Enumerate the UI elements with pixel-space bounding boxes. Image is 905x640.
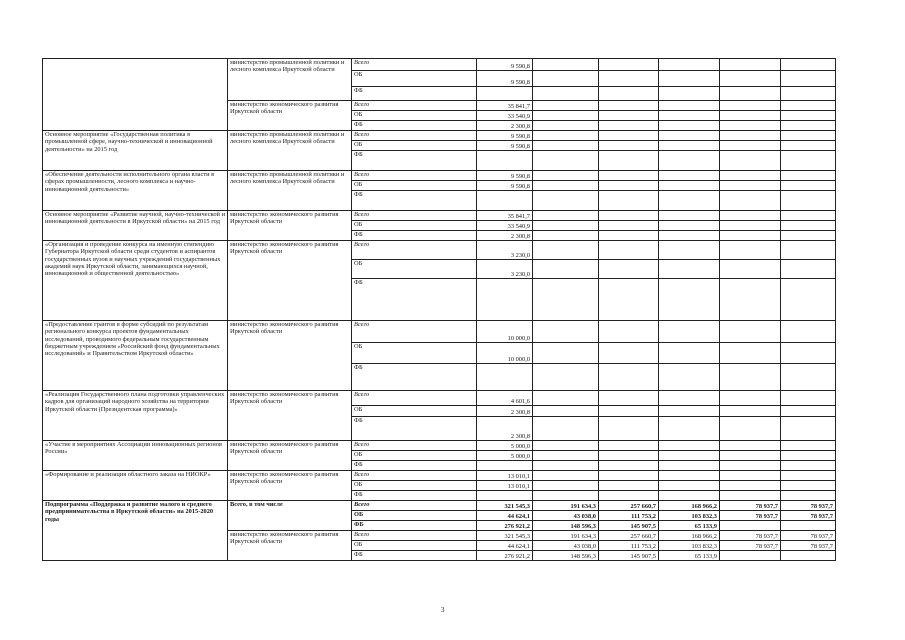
- amount-cell: 35 841,7: [477, 211, 533, 221]
- amount-cell: 148 596,3: [533, 521, 599, 531]
- amount-cell: [781, 260, 836, 279]
- amount-cell: [720, 59, 781, 71]
- amount-cell: [659, 141, 720, 151]
- amount-cell: [720, 471, 781, 481]
- amount-cell: [781, 141, 836, 151]
- activity-name-cell: «Формирование и реализация областного заказа на НИОКР»: [43, 471, 228, 501]
- amount-cell: [533, 241, 599, 260]
- amount-cell: [533, 417, 599, 441]
- amount-cell: 321 545,3: [477, 531, 533, 541]
- amount-cell: [781, 101, 836, 111]
- executor-cell: министерство экономического развития Иркутской области: [228, 471, 352, 501]
- table-row: [43, 59, 836, 71]
- amount-cell: [533, 121, 599, 131]
- amount-cell: [781, 279, 836, 321]
- amount-cell: 145 907,5: [599, 521, 659, 531]
- amount-cell: 9 590,8: [477, 59, 533, 71]
- funding-source-cell: Всего: [352, 171, 477, 181]
- activity-name-cell: «Организация и проведение конкурса на именную стипендию Губернатора Иркутской области среди студентов и аспирантов государственных вузов и научных учреждений государственных академий наук Иркутской области, занимающихся научной, инновационной и общественной деятельностью»: [43, 241, 228, 321]
- amount-cell: [720, 211, 781, 221]
- amount-cell: [599, 131, 659, 141]
- amount-cell: [659, 321, 720, 343]
- funding-source-cell: ФБ: [352, 191, 477, 211]
- amount-cell: [533, 481, 599, 491]
- activity-name-cell: Основное мероприятие «Развитие научной, научно-технической и инновационной деятельности в Иркутской области» на 2015 год: [43, 211, 228, 241]
- executor-cell: министерство экономического развития Иркутской области: [228, 391, 352, 441]
- amount-cell: 65 133,9: [659, 551, 720, 561]
- amount-cell: [533, 191, 599, 211]
- amount-cell: [781, 491, 836, 501]
- amount-cell: 9 590,8: [477, 131, 533, 141]
- amount-cell: [659, 211, 720, 221]
- amount-cell: 13 010,1: [477, 481, 533, 491]
- amount-cell: [720, 111, 781, 121]
- funding-source-cell: ФБ: [352, 364, 477, 391]
- amount-cell: 168 966,2: [659, 501, 720, 511]
- amount-cell: [599, 231, 659, 241]
- amount-cell: [599, 441, 659, 451]
- amount-cell: [659, 441, 720, 451]
- amount-cell: 78 937,7: [781, 531, 836, 541]
- amount-cell: [659, 364, 720, 391]
- amount-cell: [720, 71, 781, 87]
- amount-cell: [659, 111, 720, 121]
- amount-cell: [720, 343, 781, 364]
- amount-cell: [533, 364, 599, 391]
- executor-cell: министерство экономического развития Иркутской области: [228, 531, 352, 561]
- amount-cell: [599, 211, 659, 221]
- amount-cell: [781, 191, 836, 211]
- amount-cell: [599, 101, 659, 111]
- funding-source-cell: ФБ: [352, 121, 477, 131]
- amount-cell: [720, 221, 781, 231]
- funding-source-cell: ОБ: [352, 541, 477, 551]
- amount-cell: 191 634,3: [533, 501, 599, 511]
- funding-source-cell: ОБ: [352, 221, 477, 231]
- funding-source-cell: ФБ: [352, 87, 477, 101]
- amount-cell: [781, 451, 836, 461]
- amount-cell: [599, 241, 659, 260]
- activity-name-cell: «Обеспечение деятельности исполнительного органа власти в сферах промышленности, лесного комплекса и научно-инновационной деятельности»: [43, 171, 228, 211]
- executor-cell: министерство экономического развития Иркутской области: [228, 101, 352, 131]
- amount-cell: [720, 491, 781, 501]
- amount-cell: [533, 321, 599, 343]
- amount-cell: 78 937,7: [720, 541, 781, 551]
- amount-cell: [659, 171, 720, 181]
- amount-cell: [781, 471, 836, 481]
- funding-source-cell: ОБ: [352, 71, 477, 87]
- amount-cell: 9 590,8: [477, 171, 533, 181]
- amount-cell: 3 230,0: [477, 241, 533, 260]
- amount-cell: [659, 231, 720, 241]
- amount-cell: [477, 461, 533, 471]
- page-number: 3: [441, 606, 445, 614]
- amount-cell: [659, 417, 720, 441]
- amount-cell: [533, 343, 599, 364]
- amount-cell: [720, 241, 781, 260]
- amount-cell: [720, 321, 781, 343]
- amount-cell: 2 300,8: [477, 406, 533, 417]
- executor-cell: министерство экономического развития Иркутской области: [228, 441, 352, 471]
- amount-cell: [533, 171, 599, 181]
- activity-name-cell: «Предоставление грантов в форме субсидий по результатам регионального конкурса проектов фундаментальных исследований, проводимого федеральным государственным бюджетным учреждением «Российский фонд фундаментальных исследований» и Правительством Иркутской области»: [43, 321, 228, 391]
- amount-cell: [477, 491, 533, 501]
- amount-cell: 78 937,7: [720, 501, 781, 511]
- amount-cell: [533, 406, 599, 417]
- amount-cell: [720, 481, 781, 491]
- amount-cell: 103 832,3: [659, 511, 720, 521]
- amount-cell: [599, 221, 659, 231]
- amount-cell: [720, 451, 781, 461]
- amount-cell: [533, 491, 599, 501]
- funding-source-cell: Всего: [352, 59, 477, 71]
- amount-cell: [533, 211, 599, 221]
- amount-cell: [659, 191, 720, 211]
- amount-cell: [659, 461, 720, 471]
- amount-cell: [659, 491, 720, 501]
- amount-cell: [533, 231, 599, 241]
- budget-table-body: [43, 59, 836, 561]
- amount-cell: [533, 59, 599, 71]
- amount-cell: [659, 87, 720, 101]
- amount-cell: 2 300,8: [477, 121, 533, 131]
- amount-cell: [533, 391, 599, 406]
- amount-cell: [659, 121, 720, 131]
- funding-source-cell: ОБ: [352, 343, 477, 364]
- amount-cell: [599, 343, 659, 364]
- amount-cell: 111 753,2: [599, 511, 659, 521]
- amount-cell: [720, 364, 781, 391]
- amount-cell: 78 937,7: [781, 511, 836, 521]
- amount-cell: [599, 181, 659, 191]
- amount-cell: [781, 461, 836, 471]
- amount-cell: [533, 141, 599, 151]
- amount-cell: [477, 191, 533, 211]
- amount-cell: [533, 451, 599, 461]
- table-row: [43, 211, 836, 221]
- amount-cell: [659, 343, 720, 364]
- amount-cell: [720, 151, 781, 171]
- amount-cell: [781, 406, 836, 417]
- amount-cell: [781, 391, 836, 406]
- amount-cell: 111 753,2: [599, 541, 659, 551]
- amount-cell: [720, 121, 781, 131]
- amount-cell: [781, 211, 836, 221]
- funding-source-cell: ФБ: [352, 279, 477, 321]
- table-row: [43, 471, 836, 481]
- activity-name-cell: «Участие в мероприятиях Ассоциации инновационных регионов России»: [43, 441, 228, 471]
- amount-cell: [533, 260, 599, 279]
- amount-cell: [659, 241, 720, 260]
- amount-cell: [599, 111, 659, 121]
- amount-cell: [781, 231, 836, 241]
- amount-cell: 4 601,6: [477, 391, 533, 406]
- amount-cell: [599, 279, 659, 321]
- amount-cell: [781, 551, 836, 561]
- amount-cell: [720, 101, 781, 111]
- amount-cell: [659, 221, 720, 231]
- amount-cell: 191 634,3: [533, 531, 599, 541]
- amount-cell: [533, 131, 599, 141]
- amount-cell: [599, 461, 659, 471]
- executor-cell: министерство экономического развития Иркутской области: [228, 211, 352, 241]
- amount-cell: 43 038,0: [533, 511, 599, 521]
- amount-cell: [599, 406, 659, 417]
- amount-cell: [659, 260, 720, 279]
- amount-cell: [720, 171, 781, 181]
- funding-source-cell: Всего: [352, 441, 477, 451]
- amount-cell: [659, 471, 720, 481]
- amount-cell: [781, 241, 836, 260]
- amount-cell: [720, 141, 781, 151]
- amount-cell: 78 937,7: [720, 511, 781, 521]
- amount-cell: 257 660,7: [599, 501, 659, 511]
- amount-cell: 44 624,1: [477, 511, 533, 521]
- table-row: [43, 171, 836, 181]
- amount-cell: [599, 171, 659, 181]
- amount-cell: 5 000,0: [477, 441, 533, 451]
- amount-cell: [781, 221, 836, 231]
- amount-cell: [720, 279, 781, 321]
- amount-cell: [659, 391, 720, 406]
- table-row: [43, 241, 836, 260]
- amount-cell: [781, 321, 836, 343]
- amount-cell: [599, 364, 659, 391]
- executor-cell: министерство экономического развития Иркутской области: [228, 321, 352, 391]
- amount-cell: [477, 151, 533, 171]
- amount-cell: [533, 441, 599, 451]
- amount-cell: [659, 451, 720, 461]
- amount-cell: [659, 59, 720, 71]
- funding-source-cell: ОБ: [352, 260, 477, 279]
- amount-cell: [720, 406, 781, 417]
- funding-source-cell: Всего: [352, 241, 477, 260]
- table-row: [43, 441, 836, 451]
- amount-cell: [477, 364, 533, 391]
- funding-source-cell: ОБ: [352, 181, 477, 191]
- funding-source-cell: ФБ: [352, 151, 477, 171]
- budget-table-page: [42, 58, 835, 561]
- executor-cell: министерство промышленной политики и лесного комплекса Иркутской области: [228, 59, 352, 101]
- funding-source-cell: Всего: [352, 101, 477, 111]
- amount-cell: [533, 151, 599, 171]
- amount-cell: 148 596,3: [533, 551, 599, 561]
- amount-cell: [659, 406, 720, 417]
- amount-cell: [599, 141, 659, 151]
- amount-cell: 44 624,1: [477, 541, 533, 551]
- amount-cell: [720, 191, 781, 211]
- funding-source-cell: ОБ: [352, 406, 477, 417]
- amount-cell: [781, 131, 836, 141]
- funding-source-cell: ОБ: [352, 481, 477, 491]
- amount-cell: [599, 151, 659, 171]
- amount-cell: [781, 441, 836, 451]
- activity-name-cell: Подпрограмма «Поддержка и развитие малого и среднего предпринимательства в Иркутской области» на 2015-2020 годы: [43, 501, 228, 561]
- amount-cell: [720, 87, 781, 101]
- amount-cell: [599, 451, 659, 461]
- amount-cell: [599, 260, 659, 279]
- table-row: [43, 321, 836, 343]
- amount-cell: 33 540,9: [477, 111, 533, 121]
- activity-name-cell: Основное мероприятие «Государственная политика в промышленной сфере, научно-технической и инновационной деятельности» на 2015 год: [43, 131, 228, 171]
- amount-cell: [781, 417, 836, 441]
- amount-cell: 321 545,3: [477, 501, 533, 511]
- amount-cell: [599, 87, 659, 101]
- amount-cell: 78 937,7: [781, 501, 836, 511]
- amount-cell: [599, 391, 659, 406]
- amount-cell: [781, 343, 836, 364]
- funding-source-cell: Всего: [352, 391, 477, 406]
- amount-cell: 9 590,8: [477, 71, 533, 87]
- funding-source-cell: ОБ: [352, 141, 477, 151]
- amount-cell: 13 010,1: [477, 471, 533, 481]
- executor-cell: министерство экономического развития Иркутской области: [228, 241, 352, 321]
- amount-cell: 65 133,9: [659, 521, 720, 531]
- amount-cell: [659, 481, 720, 491]
- amount-cell: [659, 101, 720, 111]
- amount-cell: 276 921,2: [477, 551, 533, 561]
- amount-cell: [533, 221, 599, 231]
- amount-cell: [533, 111, 599, 121]
- amount-cell: [720, 461, 781, 471]
- amount-cell: [533, 461, 599, 471]
- amount-cell: [599, 121, 659, 131]
- amount-cell: 145 907,5: [599, 551, 659, 561]
- amount-cell: [599, 191, 659, 211]
- amount-cell: [781, 364, 836, 391]
- amount-cell: [599, 59, 659, 71]
- amount-cell: [659, 71, 720, 87]
- funding-source-cell: Всего: [352, 211, 477, 221]
- funding-source-cell: ОБ: [352, 111, 477, 121]
- amount-cell: [720, 231, 781, 241]
- funding-source-cell: Всего: [352, 501, 477, 511]
- amount-cell: [720, 260, 781, 279]
- amount-cell: [599, 321, 659, 343]
- amount-cell: [477, 87, 533, 101]
- amount-cell: [599, 417, 659, 441]
- amount-cell: [781, 121, 836, 131]
- amount-cell: [720, 181, 781, 191]
- amount-cell: [659, 181, 720, 191]
- funding-source-cell: Всего: [352, 131, 477, 141]
- amount-cell: [781, 59, 836, 71]
- amount-cell: [781, 87, 836, 101]
- executor-cell: министерство промышленной политики и лесного комплекса Иркутской области: [228, 131, 352, 171]
- funding-source-cell: ФБ: [352, 231, 477, 241]
- amount-cell: 257 660,7: [599, 531, 659, 541]
- amount-cell: 33 540,9: [477, 221, 533, 231]
- amount-cell: 2 300,8: [477, 417, 533, 441]
- amount-cell: [781, 481, 836, 491]
- activity-name-cell: «Реализация Государственного плана подготовки управленческих кадров для организаций народного хозяйства на территории Иркутской области (Президентская программа)»: [43, 391, 228, 441]
- amount-cell: [533, 71, 599, 87]
- funding-source-cell: ФБ: [352, 417, 477, 441]
- amount-cell: [599, 471, 659, 481]
- executor-cell: министерство промышленной политики и лесного комплекса Иркутской области: [228, 171, 352, 211]
- budget-table: [42, 58, 836, 561]
- amount-cell: [533, 87, 599, 101]
- amount-cell: [720, 521, 781, 531]
- funding-source-cell: Всего: [352, 531, 477, 541]
- funding-source-cell: ФБ: [352, 461, 477, 471]
- amount-cell: [659, 279, 720, 321]
- amount-cell: [533, 181, 599, 191]
- amount-cell: 43 038,0: [533, 541, 599, 551]
- funding-source-cell: ОБ: [352, 451, 477, 461]
- amount-cell: [720, 551, 781, 561]
- table-row: [43, 501, 836, 511]
- amount-cell: [720, 441, 781, 451]
- amount-cell: 9 590,8: [477, 181, 533, 191]
- funding-source-cell: ФБ: [352, 551, 477, 561]
- table-row: [43, 391, 836, 406]
- amount-cell: [781, 181, 836, 191]
- amount-cell: 78 937,7: [781, 541, 836, 551]
- amount-cell: [477, 279, 533, 321]
- amount-cell: [533, 279, 599, 321]
- funding-source-cell: Всего: [352, 321, 477, 343]
- amount-cell: [533, 471, 599, 481]
- funding-source-cell: ФБ: [352, 491, 477, 501]
- amount-cell: 10 000,0: [477, 321, 533, 343]
- amount-cell: [659, 151, 720, 171]
- amount-cell: [533, 101, 599, 111]
- amount-cell: 168 966,2: [659, 531, 720, 541]
- amount-cell: [720, 131, 781, 141]
- amount-cell: [781, 171, 836, 181]
- amount-cell: [720, 391, 781, 406]
- amount-cell: 103 832,3: [659, 541, 720, 551]
- table-row: [43, 131, 836, 141]
- activity-name-cell: [43, 59, 228, 131]
- amount-cell: 276 921,2: [477, 521, 533, 531]
- amount-cell: 5 000,0: [477, 451, 533, 461]
- amount-cell: [659, 131, 720, 141]
- amount-cell: 3 230,0: [477, 260, 533, 279]
- amount-cell: [720, 417, 781, 441]
- amount-cell: 10 000,0: [477, 343, 533, 364]
- amount-cell: [781, 111, 836, 121]
- amount-cell: [599, 71, 659, 87]
- amount-cell: [781, 151, 836, 171]
- funding-source-cell: Всего: [352, 471, 477, 481]
- amount-cell: 9 590,8: [477, 141, 533, 151]
- amount-cell: 2 300,8: [477, 231, 533, 241]
- funding-source-cell: ФБ: [352, 521, 477, 531]
- amount-cell: 78 937,7: [720, 531, 781, 541]
- amount-cell: [781, 71, 836, 87]
- amount-cell: 35 841,7: [477, 101, 533, 111]
- amount-cell: [599, 481, 659, 491]
- funding-source-cell: ОБ: [352, 511, 477, 521]
- amount-cell: [599, 491, 659, 501]
- executor-cell: Всего, в том числе: [228, 501, 352, 531]
- amount-cell: [781, 521, 836, 531]
